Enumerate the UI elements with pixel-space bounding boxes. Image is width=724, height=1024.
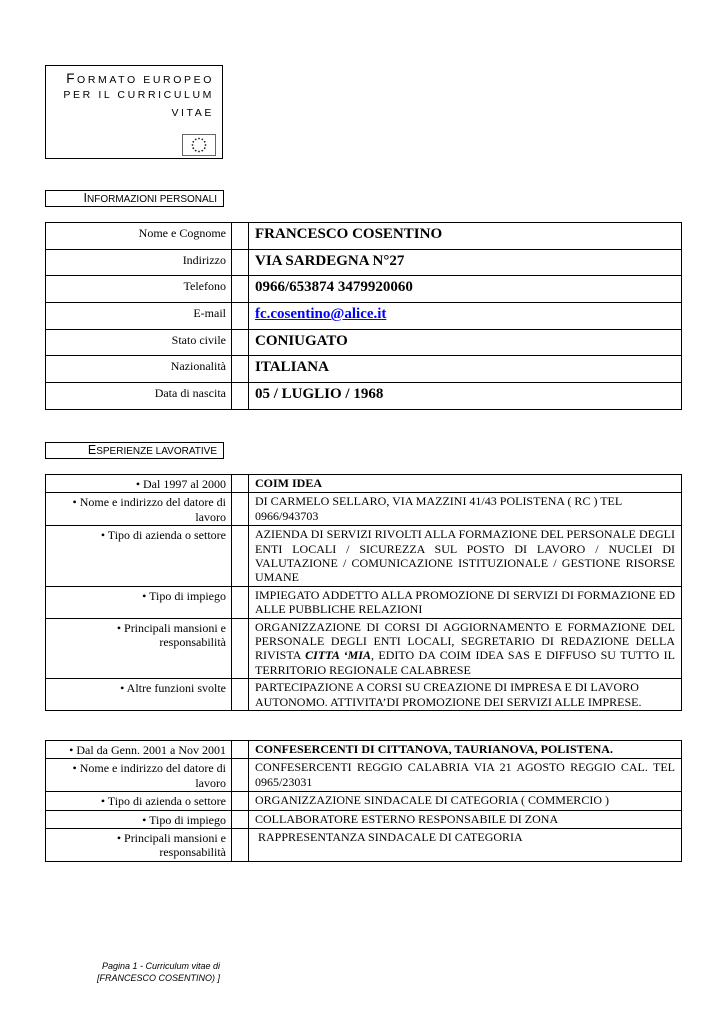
exp1-job-value: IMPIEGATO ADDETTO ALLA PROMOZIONE DI SERVIZI DI FORMAZIONE ED ALLE PUBBLICHE RELAZIONI bbox=[249, 586, 682, 618]
cv-title-box bbox=[45, 65, 223, 159]
email-link[interactable]: fc.cosentino@alice.it bbox=[255, 306, 387, 323]
row-address bbox=[46, 249, 682, 276]
footer-line-2: [FRANCESCO COSENTINO) ] bbox=[96, 973, 220, 983]
experience-table-1 bbox=[45, 474, 682, 711]
exp1-employer-label: • Nome e indirizzo del datore di lavoro bbox=[46, 493, 232, 526]
exp1-period-label: • Dal 1997 al 2000 bbox=[46, 475, 232, 493]
exp1-job-row bbox=[46, 586, 682, 618]
cv-title-line-3: VITAE bbox=[171, 107, 214, 119]
cv-title-line-2: PER IL CURRICULUM bbox=[63, 89, 214, 101]
row-phone bbox=[46, 276, 682, 303]
exp1-other-row bbox=[46, 679, 682, 711]
exp1-period-row bbox=[46, 475, 682, 493]
exp2-sector-label: • Tipo di azienda o settore bbox=[46, 792, 232, 810]
value-marital-status: CONIUGATO bbox=[249, 329, 682, 356]
exp2-duties-row bbox=[46, 829, 682, 862]
row-birth-date bbox=[46, 383, 682, 410]
experience-table-2 bbox=[45, 740, 682, 862]
label-phone: Telefono bbox=[46, 276, 232, 303]
value-name: FRANCESCO COSENTINO bbox=[249, 223, 682, 250]
exp1-duties-label: • Principali mansioni e responsabilità bbox=[46, 618, 232, 679]
page-footer bbox=[20, 960, 220, 984]
exp2-sector-row bbox=[46, 792, 682, 810]
personal-info-table bbox=[45, 222, 682, 410]
value-nationality: ITALIANA bbox=[249, 356, 682, 383]
exp1-duties-row bbox=[46, 618, 682, 679]
exp2-period-row bbox=[46, 741, 682, 759]
exp1-sector-row bbox=[46, 526, 682, 587]
value-phone: 0966/653874 3479920060 bbox=[249, 276, 682, 303]
label-birth-date: Data di nascita bbox=[46, 383, 232, 410]
row-marital-status bbox=[46, 329, 682, 356]
exp1-sector-label: • Tipo di azienda o settore bbox=[46, 526, 232, 587]
exp1-job-label: • Tipo di impiego bbox=[46, 586, 232, 618]
value-address: VIA SARDEGNA N°27 bbox=[249, 249, 682, 276]
section-header-personal: INFORMAZIONI PERSONALI bbox=[45, 190, 224, 207]
exp2-employer-label: • Nome e indirizzo del datore di lavoro bbox=[46, 759, 232, 792]
label-name: Nome e Cognome bbox=[46, 223, 232, 250]
eu-flag-icon bbox=[182, 134, 216, 156]
exp1-sector-value: AZIENDA DI SERVIZI RIVOLTI ALLA FORMAZIONE DEL PERSONALE DEGLI ENTI LOCALI / SICUREZZA SUL POSTO DI LAVORO / NUCLEI DI VALUTAZIONE / COMUNICAZIONE ISTITUZIONALE / GESTIONE RISORSE UMANE bbox=[249, 526, 682, 587]
exp2-job-label: • Tipo di impiego bbox=[46, 810, 232, 828]
exp1-other-label: • Altre funzioni svolte bbox=[46, 679, 232, 711]
cv-title-line-1: FORMATO EUROPEO bbox=[66, 71, 214, 86]
exp2-employer-value: CONFESERCENTI REGGIO CALABRIA VIA 21 AGOSTO REGGIO CAL. TEL 0965/23031 bbox=[249, 759, 682, 792]
exp2-period-label: • Dal da Genn. 2001 a Nov 2001 bbox=[46, 741, 232, 759]
exp1-employer-value: DI CARMELO SELLARO, VIA MAZZINI 41/43 POLISTENA ( RC ) TEL 0966/943703 bbox=[249, 493, 682, 526]
exp2-job-row bbox=[46, 810, 682, 828]
exp2-period-value: CONFESERCENTI DI CITTANOVA, TAURIANOVA, POLISTENA. bbox=[249, 741, 682, 759]
exp2-sector-value: ORGANIZZAZIONE SINDACALE DI CATEGORIA ( COMMERCIO ) bbox=[249, 792, 682, 810]
value-birth-date: 05 / LUGLIO / 1968 bbox=[249, 383, 682, 410]
exp2-employer-row bbox=[46, 759, 682, 792]
label-marital-status: Stato civile bbox=[46, 329, 232, 356]
row-name bbox=[46, 223, 682, 250]
exp2-duties-value: RAPPRESENTANZA SINDACALE DI CATEGORIA bbox=[249, 829, 682, 862]
exp1-period-value: COIM IDEA bbox=[249, 475, 682, 493]
section-header-work: ESPERIENZE LAVORATIVE bbox=[45, 442, 224, 459]
label-nationality: Nazionalità bbox=[46, 356, 232, 383]
magazine-title: CITTA ‘MIA bbox=[305, 648, 371, 663]
row-email bbox=[46, 303, 682, 330]
row-nationality bbox=[46, 356, 682, 383]
exp2-duties-label: • Principali mansioni e responsabilità bbox=[46, 829, 232, 862]
exp1-employer-row bbox=[46, 493, 682, 526]
footer-line-1: Pagina 1 - Curriculum vitae di bbox=[101, 961, 220, 971]
exp1-other-value: PARTECIPAZIONE A CORSI SU CREAZIONE DI IMPRESA E DI LAVORO AUTONOMO. ATTIVITA’DI PROMOZIONE DEI SERVIZI ALLE IMPRESE. bbox=[249, 679, 682, 711]
exp2-job-value: COLLABORATORE ESTERNO RESPONSABILE DI ZONA bbox=[249, 810, 682, 828]
label-address: Indirizzo bbox=[46, 249, 232, 276]
label-email: E-mail bbox=[46, 303, 232, 330]
exp1-duties-value: ORGANIZZAZIONE DI CORSI DI AGGIORNAMENTO E FORMAZIONE DEL PERSONALE DEGLI ENTI LOCALI, SEGRETARIO DI REDAZIONE DELLA RIVISTA CITTA ‘MIA, EDITO DA COIM IDEA SAS E DIFFUSO SU TUTTO IL TERRITORIO REGIONALE CALABRESE bbox=[249, 618, 682, 679]
